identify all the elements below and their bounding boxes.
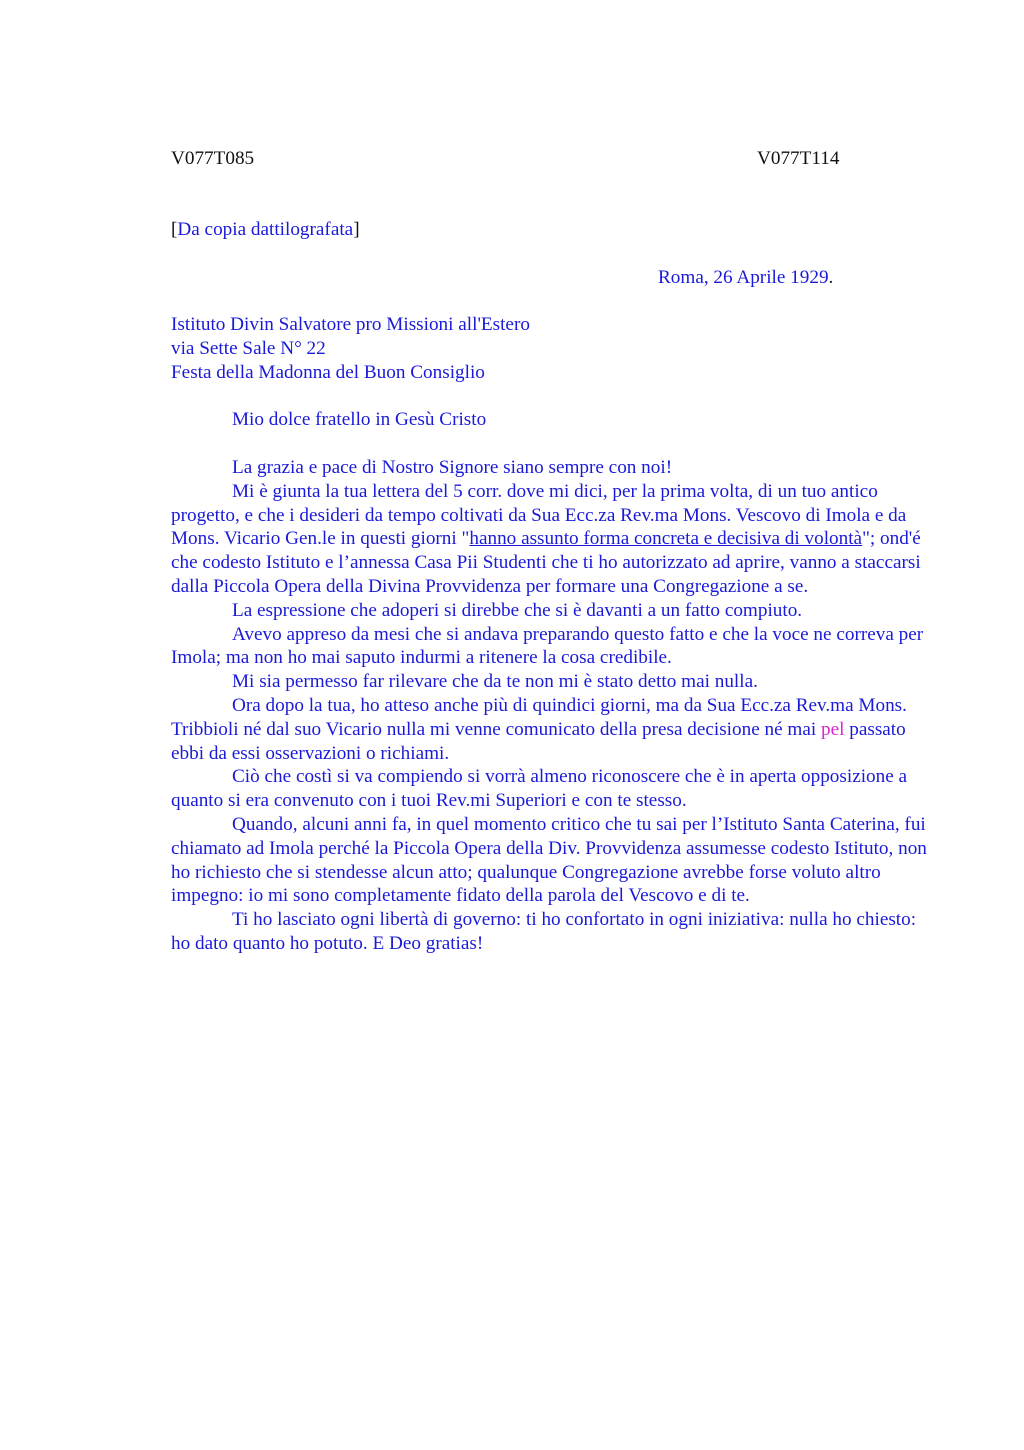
dateline xyxy=(658,266,833,290)
paragraph-rumor: Avevo appreso da mesi che si andava preparando questo fatto e che la voce ne correva per Imola; ma non ho mai saputo indurmi a ritenere la cosa credibile. xyxy=(171,623,924,669)
source-note-open-bracket: [ xyxy=(171,219,178,240)
source-note-text: Da copia dattilografata xyxy=(177,219,354,240)
paragraph-nothing-said: Mi sia permesso far rilevare che da te non mi è stato detto mai nulla. xyxy=(232,671,758,693)
document-reference-right: V077T114 xyxy=(757,148,840,169)
paragraph-letter-received xyxy=(171,480,928,599)
paragraph-segment: Ora dopo la tua, ho atteso anche più di quindici giorni, ma da Sua Ecc.za Rev.ma Mons. Tribbioli né dal suo Vicario nulla mi venne comunicato della presa decisione né mai xyxy=(171,694,907,740)
sender-address xyxy=(171,313,530,384)
paragraph-opposition: Ciò che costì si va compiendo si vorrà almeno riconoscere che è in aperta opposizione a quanto si era convenuto con i tuoi Rev.mi Superiori e con te stesso. xyxy=(171,766,908,812)
paragraph-greeting: La grazia e pace di Nostro Signore siano sempre con noi! xyxy=(232,457,673,478)
address-line-institute: Istituto Divin Salvatore pro Missioni all'Estero xyxy=(171,314,530,335)
dateline-text: Roma, 26 Aprile 1929 xyxy=(658,267,829,288)
source-note xyxy=(171,218,360,242)
paragraph-expression: La espressione che adoperi si direbbe che si è davanti a un fatto compiuto. xyxy=(232,599,803,621)
highlighted-word: pel xyxy=(821,718,845,740)
paragraph-waited xyxy=(171,694,928,765)
paragraph-segment: "; ond'é che codesto Istituto e l’annessa Casa Pii Studenti che ti ho autorizzato ad aprire, vanno a staccarsi dalla Piccola Opera della Divina Provvidenza per formare una Congregazione a se. xyxy=(171,528,921,597)
salutation: Mio dolce fratello in Gesù Cristo xyxy=(232,409,487,430)
dateline-period: . xyxy=(828,267,834,288)
address-line-feast: Festa della Madonna del Buon Consiglio xyxy=(171,361,485,383)
document-reference-left: V077T085 xyxy=(171,148,255,169)
paragraph-segment: passato ebbi da essi osservazioni o richiami. xyxy=(171,718,906,764)
paragraph-segment: Mi è giunta la tua lettera del 5 corr. dove mi dici, per la prima volta, di un tuo antico progetto, e che i desideri da tempo coltivati da Sua Ecc.za Rev.ma Mons. Vescovo di Imola e da Mons. Vicario Gen.le in questi giorni " xyxy=(171,480,907,550)
letter-body xyxy=(171,456,928,956)
source-note-close-bracket: ] xyxy=(353,219,360,240)
underlined-quote: hanno assunto forma concreta e decisiva di volontà xyxy=(469,528,863,550)
paragraph-closing: Ti ho lasciato ogni libertà di governo: ti ho confortato in ogni iniziativa: nulla ho chiesto: ho dato quanto ho potuto. E Deo gratias! xyxy=(171,909,917,954)
address-line-street: via Sette Sale N° 22 xyxy=(171,337,326,359)
paragraph-history: Quando, alcuni anni fa, in quel momento critico che tu sai per l’Istituto Santa Caterina, fui chiamato ad Imola perché la Piccola Opera della Div. Provvidenza assumesse codesto Istituto, non ho richiesto che si stendesse alcun atto; qualunque Congregazione avrebbe forse voluto altro impegno: io mi sono completamente fidato della parola del Vescovo e di te. xyxy=(171,813,927,907)
